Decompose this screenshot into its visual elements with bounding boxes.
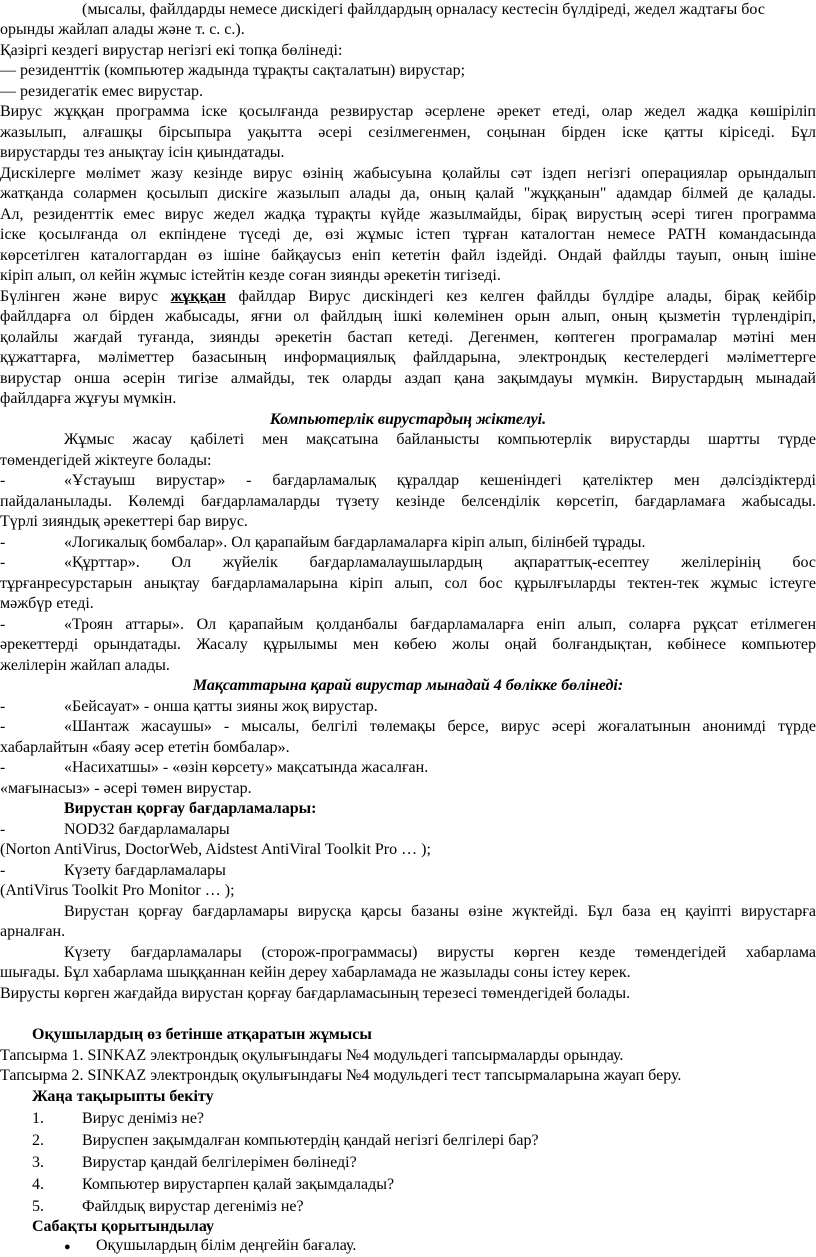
text-line: вирустар онша әсерін тигізе алмайды, тек оларды аздап қана зақымдауы мүмкін. Вирустардың мынадай [0, 370, 816, 387]
question-number: 3. [32, 1154, 44, 1171]
task-line: Тапсырма 2. SINKAZ электрондық оқулығындағы №4 модульдегі тест тапсырмаларына жауап беру. [0, 1067, 682, 1084]
text-line: тұрғанресурстарын анықтау бағдарламаларына кіріп алып, сол бос құрылғыларды тектен-тек жұмыс істеуге [0, 575, 816, 592]
text-line: Оқушылардың білім деңгейін бағалау. [96, 1237, 357, 1254]
bullet-icon: ● [64, 1241, 71, 1253]
question-text: Компьютер вирустарпен қалай зақымдалады? [82, 1176, 395, 1193]
text-line: Күзету бағдарламалары [64, 862, 226, 879]
text-line: Вирус жұққан программа іске қосылғанда резвирустар әсерлене әрекет етеді, олар жедел жадқа көшіріліп [0, 103, 816, 120]
text-line: көрсетілген каталоггардан өз ішіне байқаусыз еніп кететін файл іздейді. Ондай файлды тауып, оның ішіне [0, 247, 816, 264]
question-number: 2. [32, 1132, 44, 1149]
text-line: «Логикалық бомбалар». Ол қарапайым бағдарламаларға кіріп алып, білінбей тұрады. [64, 534, 646, 551]
text-line: «Бейсауат» - онша қатты зияны жоқ вирустар. [64, 698, 378, 715]
text-line: төмендегідей жіктеуге болады: [0, 452, 212, 469]
emphasized-word: жұққан [170, 288, 226, 305]
question-text: Вирустар қандай белгілерімен бөлінеді? [82, 1154, 357, 1171]
text-line: мәжбүр етеді. [0, 595, 94, 612]
text-line: «мағынасыз» - әсері төмен вирустар. [0, 780, 252, 797]
text-line: пайдаланылады. Көлемді бағдарламаларды түзету кезінде белсенділік көрсетіп, бағдарламаға жабысады. [0, 493, 816, 510]
text-line: «Ұстауыш вирустар» - бағдарламалық құралдар кешеніндегі қателіктер мен дәлсіздіктерді [64, 472, 816, 489]
section-heading: Вирустан қорғау бағдарламалары: [64, 800, 317, 817]
question-number: 1. [32, 1110, 44, 1127]
text-line: файлдарға ол бірден жабысады, яғни ол файлдың ішкі көлемінен орын алып, оның қызметін түрлендіріп, [0, 308, 816, 325]
text-line: файлдарға жұғуы мүмкін. [0, 390, 177, 407]
text-line: «Шантаж жасаушы» - мысалы, белгілі төлемақы берсе, вирус әсері жоғалатынын анонимді түрде [64, 718, 816, 735]
text-line: NOD32 бағдарламалары [64, 821, 230, 838]
section-heading: Жаңа тақырыпты бекіту [32, 1088, 214, 1105]
text-line: Вирустан қорғау бағдарламары вирусқа қарсы базаны өзіне жүктейді. Бұл база ең қауіпті вирустарға [64, 903, 816, 920]
text-line: Дискілерге мөлімет жазу кезінде вирус өзінің жабысуына қолайлы сәт іздеп негізгі операциялар орындалып [0, 165, 816, 182]
text-line: — резиденттік (компьютер жадында тұрақты сақталатын) вирустар; [0, 62, 466, 79]
list-dash: - [0, 821, 6, 838]
text-span: Бүлінген және вирус [0, 288, 171, 305]
text-line: Қазіргі кездегі вирустар негізгі екі топқа бөлінеді: [0, 42, 343, 59]
text-span: файлдар Вирус дискіндегі кез келген файлды бүлдіре алады, бірақ кейбір [225, 288, 816, 305]
section-heading: Мақсаттарына қарай вирустар мынадай 4 бөлікке бөлінеді: [192, 677, 624, 694]
question-text: Вируспен зақымдалған компьютердің қандай негізгі белгілері бар? [82, 1132, 539, 1149]
text-line: орынды жайлап алады және т. с. с.). [0, 21, 245, 38]
text-line: «Насихатшы» - «өзін көрсету» мақсатында жасалған. [64, 759, 429, 776]
text-line: (AntiVirus Toolkit Pro Monitor … ); [0, 882, 235, 899]
text-line: вирустарды тез анықтау ісін қиындатады. [0, 144, 285, 161]
list-dash: - [0, 718, 6, 735]
text-line: Вирусты көрген жағдайда вирустан қорғау бағдарламасының терезесі төмендегідей болады. [0, 985, 631, 1002]
text-line: шығады. Бұл хабарлама шыққаннан кейін дереу хабарламада не жазылады соны істеу керек. [0, 964, 631, 981]
text-line: хабарлайтын «баяу әсер ететін бомбалар». [0, 739, 290, 756]
section-heading: Компьютерлік вирустардың жіктелуі. [269, 411, 547, 428]
text-line: қолайлы жағдай туғанда, зиянды әрекетін бастап кетеді. Дегенмен, көптеген програмалар мәтіні мен [0, 329, 816, 346]
text-line: «Құрттар». Ол жүйелік бағдарламалаушылардың ақпараттық-есептеу желілерінің бос [64, 554, 816, 571]
text-line: жатқанда солармен қосылып дискіге жазылып алады да, оның қалай "жұққанын" адамдар білмей де қалады. [0, 185, 816, 202]
text-line [0, 287, 816, 307]
section-heading: Сабақты қорытындылау [32, 1218, 215, 1235]
text-line: Күзету бағдарламалары (сторож-программасы) вирусты көрген кезде төмендегідей хабарлама [64, 944, 816, 961]
question-text: Файлдық вирустар дегеніміз не? [82, 1198, 304, 1215]
question-number: 5. [32, 1198, 44, 1215]
list-dash: - [0, 616, 6, 633]
task-line: Тапсырма 1. SINKAZ электрондық оқулығындағы №4 модульдегі тапсырмаларды орындау. [0, 1047, 624, 1064]
text-line: кіріп алып, ол кейін жұмыс істейтін кезде соған зиянды әрекетін тигізеді. [0, 267, 501, 284]
list-dash: - [0, 554, 6, 571]
text-line: іске қосылғанда ол екпіндене түседі де, өзі жұмыс істеп тұрған каталогтан немесе PATH командасында [0, 226, 816, 243]
text-line: арналған. [0, 923, 66, 940]
text-line: (Norton AntiVirus, DoctorWeb, Aidstest AntiViral Toolkit Pro … ); [0, 841, 431, 858]
text-line: құжаттарға, мәліметтер базасының информациялық файлдарына, электрондық кестелердегі мәліметтерге [0, 349, 816, 366]
text-line: Жұмыс жасау қабілеті мен мақсатына байланысты компьютерлік вирустарды шартты түрде [64, 431, 816, 448]
list-dash: - [0, 862, 6, 879]
text-line: Ал, резиденттік емес вирус жедел жадқа тұрақты күйде жазылмайды, бірақ вирустың әсері тиген программа [0, 206, 816, 223]
list-dash: - [0, 698, 6, 715]
text-line: жазылып, алғашқы бірсыпыра уақытта әсері сезілмегенмен, соңынан бірден іске қатты кіріседі. Бұл [0, 124, 816, 141]
question-number: 4. [32, 1176, 44, 1193]
text-line: — резидегатік емес вирустар. [0, 83, 204, 100]
section-heading: Оқушылардың өз бетінше атқаратын жұмысы [32, 1026, 372, 1043]
text-line: Түрлі зияндық әрекеттері бар вирус. [0, 513, 248, 530]
text-line: әрекеттерді орындатады. Жасалу құрылымы мен көбею жолы оңай болғандықтан, көбінесе компьютер [0, 636, 816, 653]
text-line: желілерін жайлап алады. [0, 657, 170, 674]
question-text: Вирус деніміз не? [82, 1110, 205, 1127]
list-dash: - [0, 759, 6, 776]
text-line: «Троян аттары». Ол қарапайым қолданбалы бағдарламаларға еніп алып, соларға рұқсат етілмеген [64, 616, 816, 633]
list-dash: - [0, 534, 6, 551]
list-dash: - [0, 472, 6, 489]
text-line: (мысалы, файлдарды немесе дискідегі файлдардың орналасу кестесін бүлдіреді, жедел жадтағы бос [82, 1, 765, 18]
